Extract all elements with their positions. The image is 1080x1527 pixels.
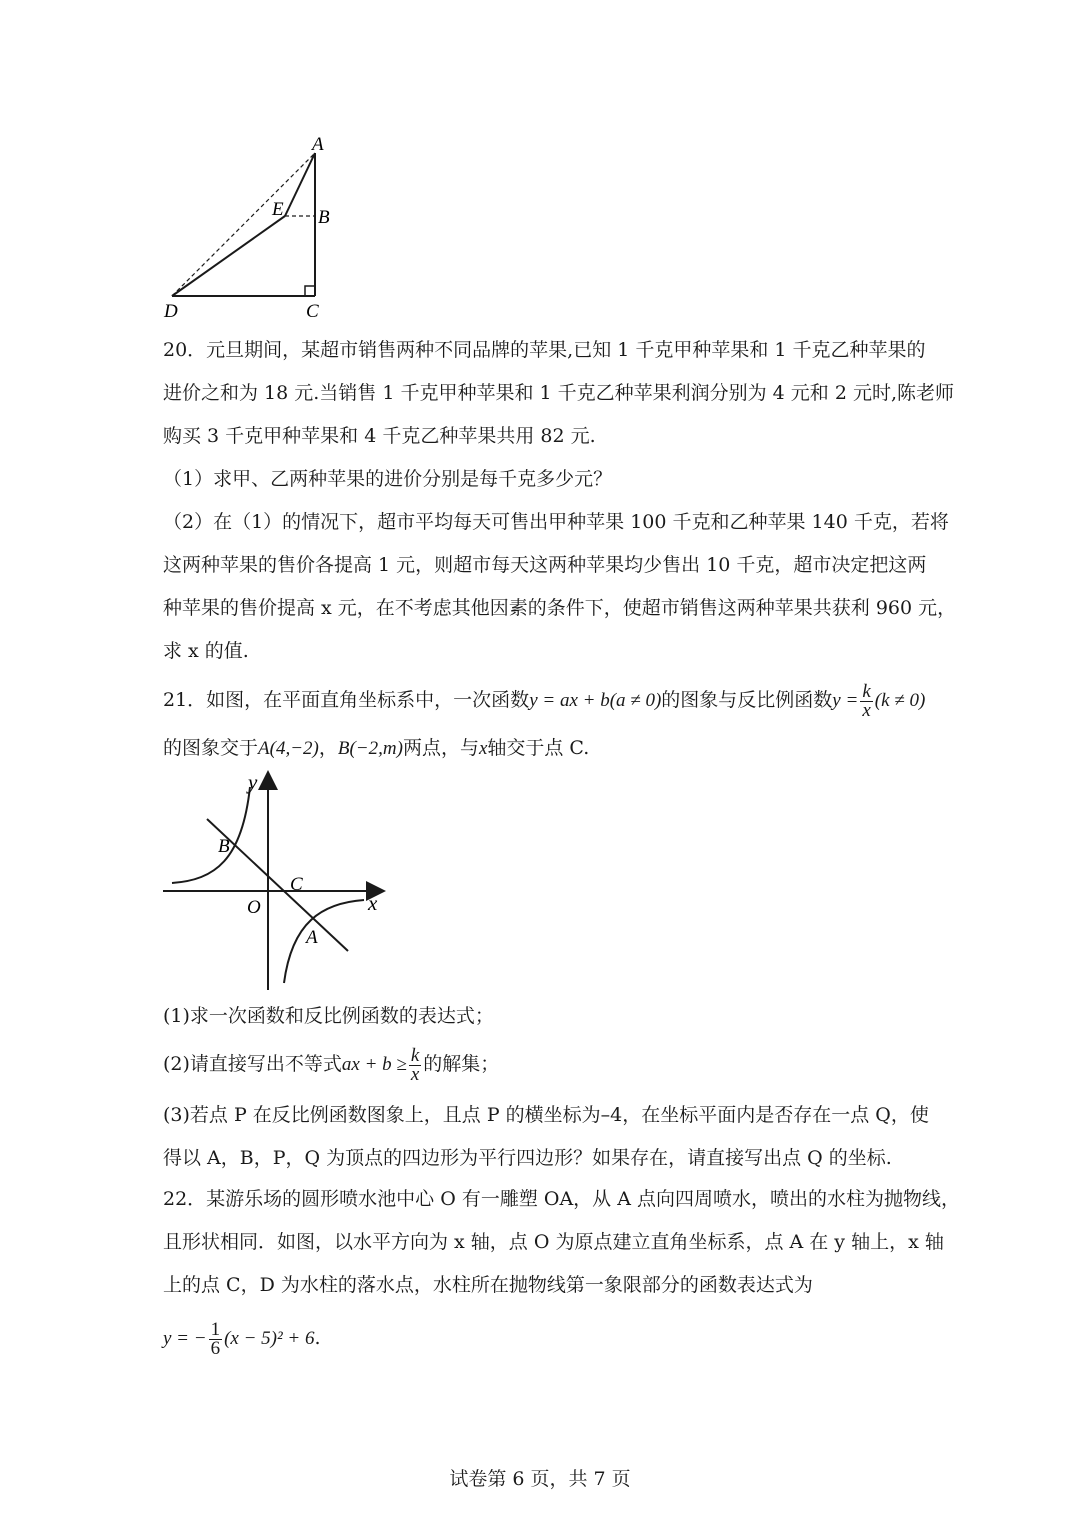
q21-inverse-fraction (860, 680, 872, 721)
label-E: E (272, 199, 284, 220)
q21-separator: ， (318, 737, 338, 759)
q21-point-B: B(−2,m) (337, 738, 403, 759)
q21-line2-mid: 两点，与 (402, 737, 479, 759)
q21-intro-line-1 (163, 680, 925, 721)
q20-part-2-line-2: 这两种苹果的售价各提高 1 元，则超市每天这两种苹果均少售出 10 千克，超市决定把这两 (163, 554, 927, 576)
graph-label-B: B (218, 836, 230, 857)
graph-label-x: x (368, 891, 378, 915)
q22-formula (163, 1316, 321, 1361)
q21-intro-line-2 (163, 736, 589, 761)
q21-intro-prefix: 21．如图，在平面直角坐标系中，一次函数 (163, 689, 530, 711)
graph-label-A: A (306, 927, 318, 948)
q20-part-2-line-4: 求 x 的值. (163, 640, 249, 662)
q21-part-1: (1)求一次函数和反比例函数的表达式； (163, 1005, 494, 1027)
label-B: B (318, 207, 330, 228)
q21-part2-fraction (409, 1044, 421, 1085)
q20-line-2: 进价之和为 18 元.当销售 1 千克甲种苹果和 1 千克乙种苹果利润分别为 4 元和 2 元时,陈老师 (163, 382, 955, 404)
q22-line-1: 22．某游乐场的圆形喷水池中心 O 有一雕塑 OA，从 A 点向四周喷水，喷出的水柱为抛物线， (163, 1188, 960, 1210)
graph-label-O: O (247, 897, 261, 918)
q20-part-2-line-3: 种苹果的售价提高 x 元，在不考虑其他因素的条件下，使超市销售这两种苹果共获利 960 元， (163, 597, 957, 619)
q21-part2-denominator: x (410, 1063, 420, 1085)
q22-formula-lhs: y = − (163, 1328, 207, 1349)
q21-inverse-numerator: k (862, 680, 871, 702)
q21-part2-numerator: k (410, 1044, 420, 1066)
graph-label-y: y (248, 770, 258, 794)
q20-part-1: （1）求甲、乙两种苹果的进价分别是每千克多少元？ (163, 468, 613, 490)
right-angle-mark (305, 286, 315, 296)
q21-x-variable: x (478, 738, 488, 759)
dashed-DA (172, 153, 315, 296)
q21-part-3-line-2: 得以 A，B，P，Q 为顶点的四边形为平行四边形？如果存在，请直接写出点 Q 的坐标. (163, 1147, 892, 1169)
q21-linear-function: y = ax + b(a ≠ 0) (529, 690, 662, 711)
segment-EA (285, 153, 315, 216)
q21-line2-suffix: 轴交于点 C. (487, 737, 590, 759)
q21-point-A: A(4,−2) (258, 738, 319, 759)
label-A: A (312, 134, 324, 155)
figure-coordinate-graph (160, 770, 390, 995)
q20-line-3: 购买 3 千克甲种苹果和 4 千克乙种苹果共用 82 元. (163, 425, 596, 447)
graph-label-C: C (290, 874, 303, 895)
q21-line2-prefix: 的图象交于 (163, 737, 259, 759)
q22-formula-rest: (x − 5)² + 6 (224, 1328, 315, 1349)
figure-triangle (150, 130, 350, 330)
label-C: C (306, 301, 319, 322)
q21-inverse-condition: (k ≠ 0) (874, 690, 926, 711)
q20-line-1: 20．元旦期间，某超市销售两种不同品牌的苹果,已知 1 千克甲种苹果和 1 千克乙种苹果的 (163, 339, 926, 361)
q21-part-3-line-1: (3)若点 P 在反比例函数图象上，且点 P 的横坐标为–4，在坐标平面内是否存在一点 Q，使 (163, 1104, 929, 1126)
q22-formula-numerator: 1 (210, 1318, 221, 1340)
q21-part2-suffix: 的解集； (423, 1053, 500, 1075)
q22-line-2: 且形状相同．如图，以水平方向为 x 轴，点 O 为原点建立直角坐标系，点 A 在 y 轴上，x 轴 (163, 1231, 944, 1253)
q20-part-2-line-1: （2）在（1）的情况下，超市平均每天可售出甲种苹果 100 千克和乙种苹果 140 千克，若将 (163, 511, 949, 533)
segment-DE (172, 216, 285, 296)
q22-formula-end: . (314, 1327, 321, 1349)
q21-inverse-lhs: y = (832, 690, 859, 711)
q21-part2-prefix: (2)请直接写出不等式 (163, 1053, 342, 1075)
page-footer: 试卷第 6 页，共 7 页 (449, 1468, 631, 1490)
hyperbola-branch-upper-left (172, 787, 250, 883)
q22-formula-denominator: 6 (210, 1337, 221, 1359)
label-D: D (164, 301, 178, 322)
q22-formula-fraction (209, 1318, 223, 1359)
q22-line-3: 上的点 C，D 为水柱的落水点，水柱所在抛物线第一象限部分的函数表达式为 (163, 1274, 813, 1296)
q21-inverse-denominator: x (862, 699, 871, 721)
q21-intro-mid: 的图象与反比例函数 (661, 689, 833, 711)
q21-part-2 (163, 1044, 499, 1085)
q21-part2-expression: ax + b ≥ (341, 1054, 407, 1075)
hyperbola-branch-lower-right (284, 900, 364, 983)
